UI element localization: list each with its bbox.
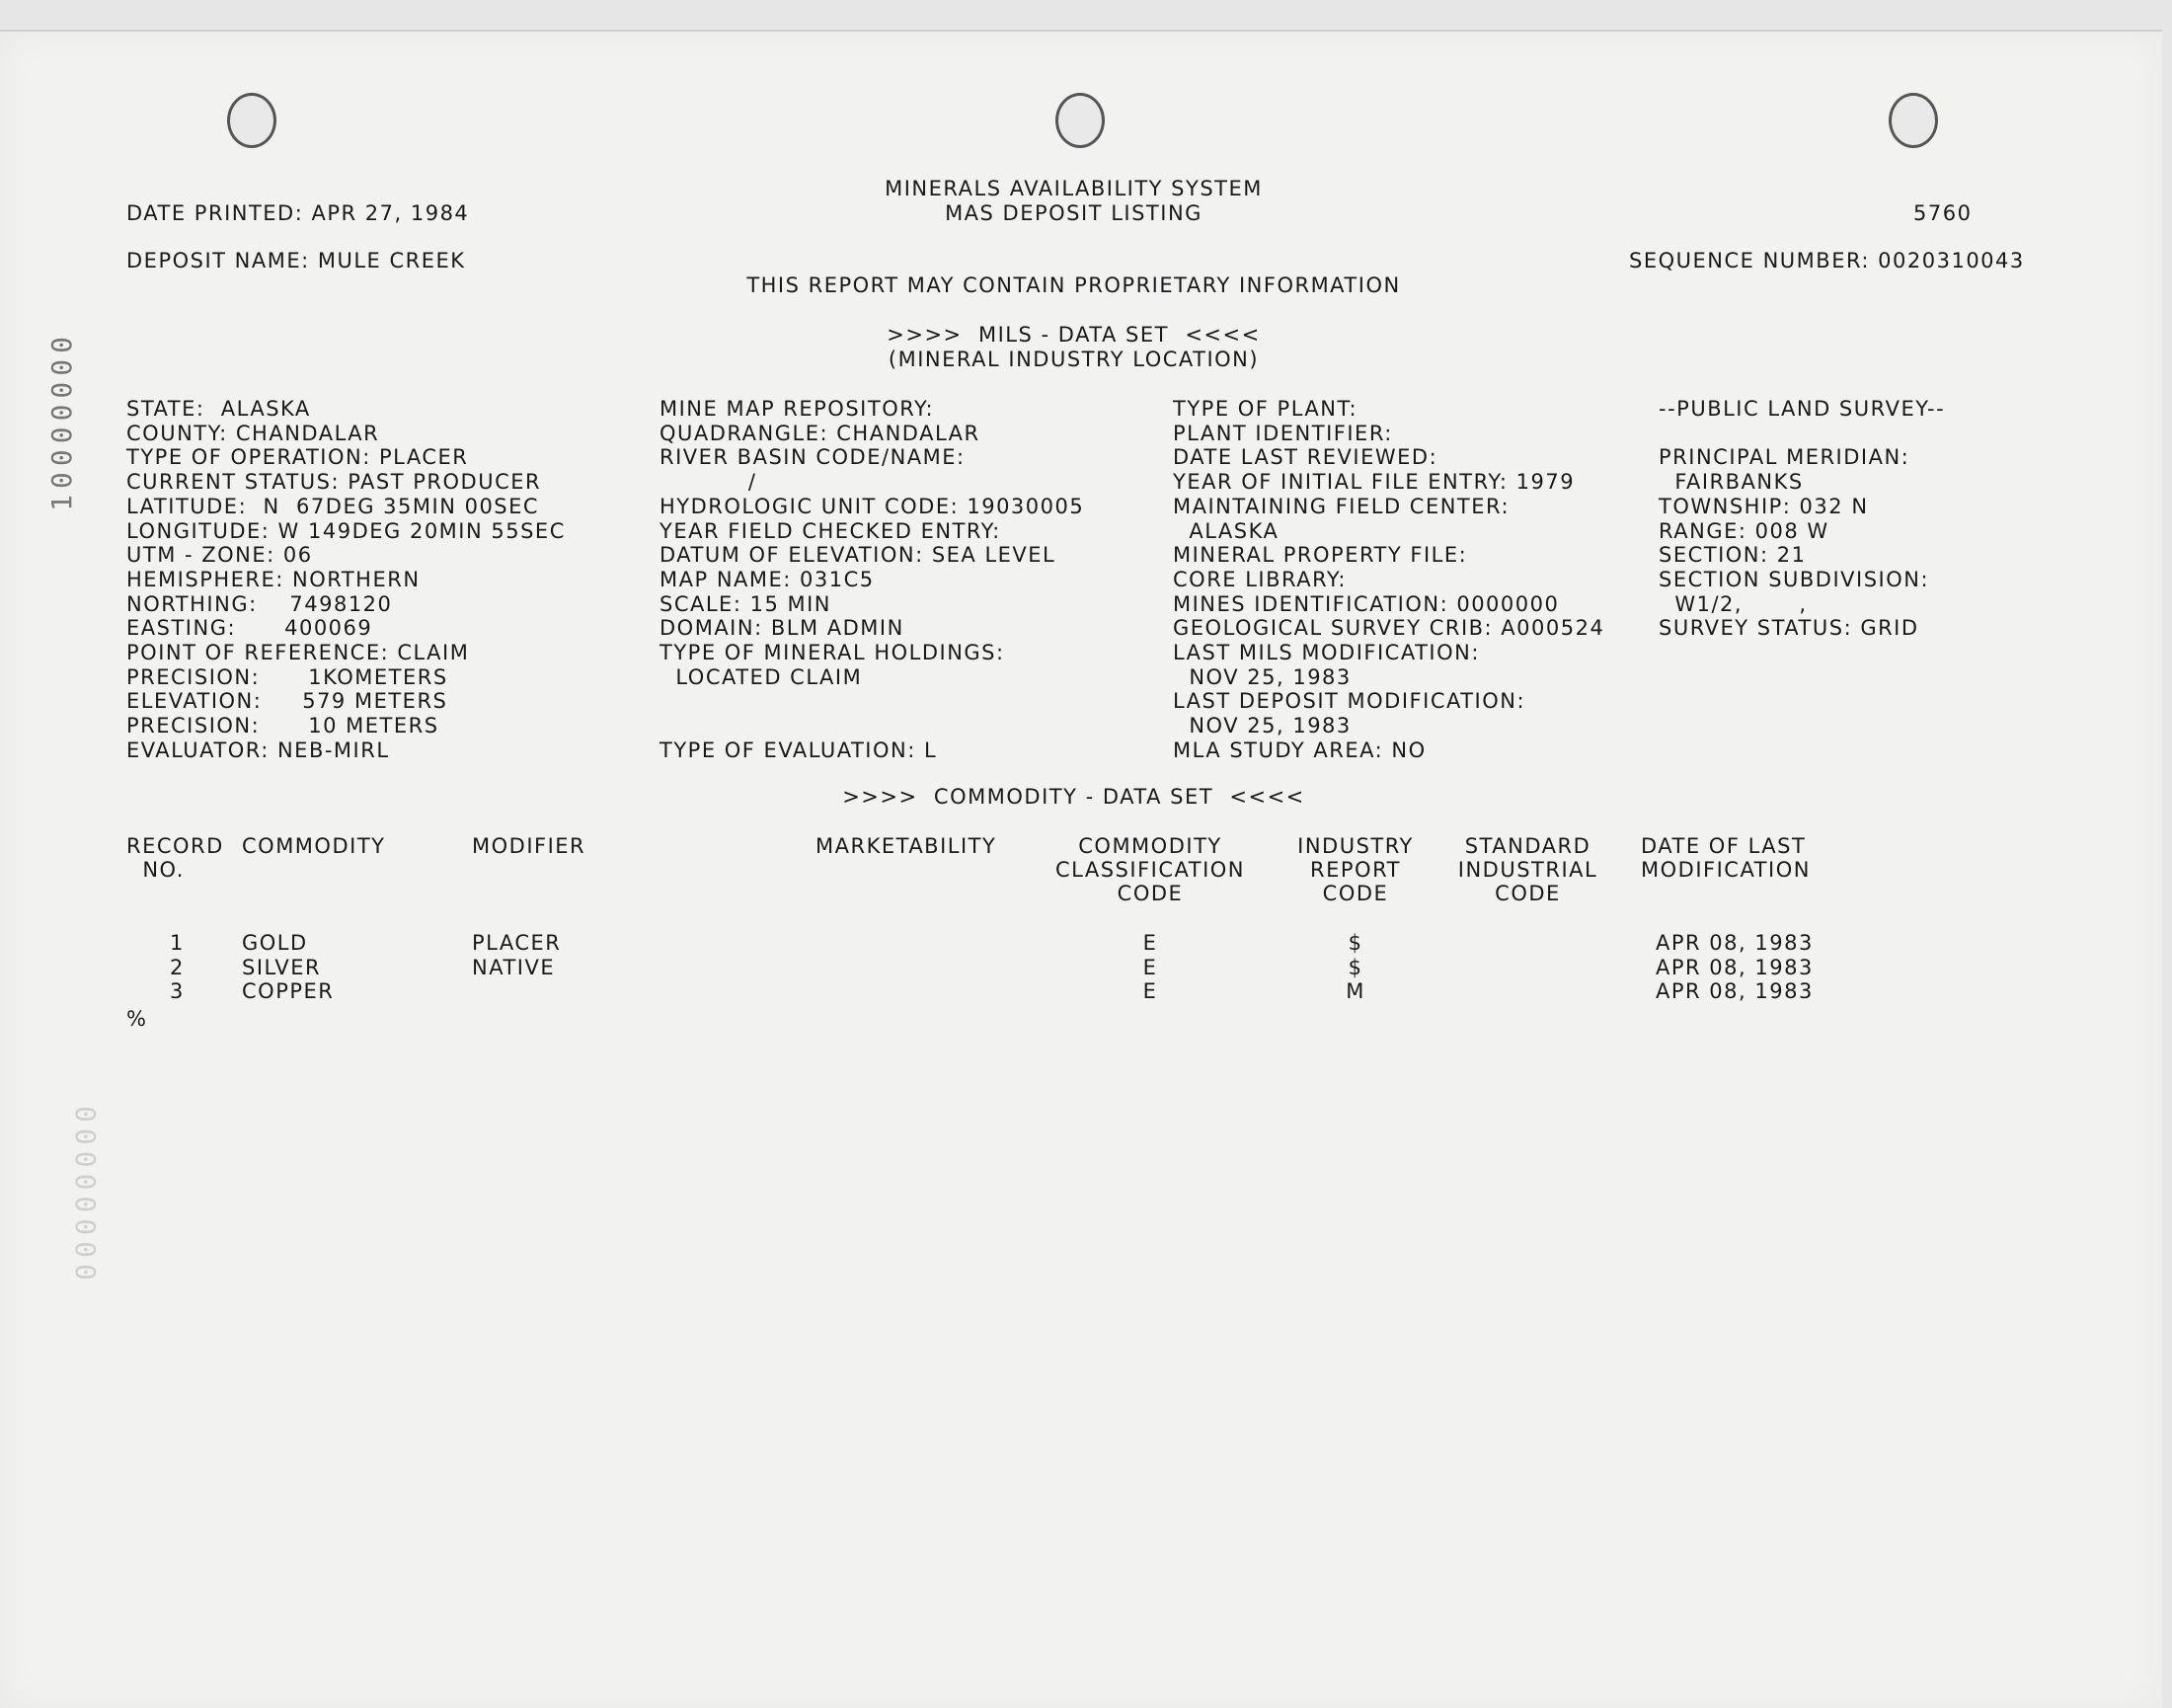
mils-field: STATE: ALASKA [126,397,311,421]
mils-field: YEAR OF INITIAL FILE ENTRY: 1979 [1173,470,1576,495]
cell-no: 1 [170,931,185,955]
mils-field: CURRENT STATUS: PAST PRODUCER [126,470,542,495]
header-date: DATE OF LAST MODIFICATION [1641,834,1811,882]
mils-field: ELEVATION: 579 METERS [126,689,448,714]
mils-field: PRINCIPAL MERIDIAN: [1659,445,1910,470]
cell-class: E [1142,979,1158,1004]
header-marketability: MARKETABILITY [815,834,997,858]
cell-modifier: PLACER [472,931,562,955]
mils-field: UTM - ZONE: 06 [126,543,313,568]
header-modifier: MODIFIER [472,834,586,858]
mils-field: DOMAIN: BLM ADMIN [659,616,904,641]
header-industry: INDUSTRY REPORT CODE [1297,834,1414,905]
binder-hole [1889,93,1938,148]
cell-industry: $ [1348,955,1363,979]
margin-stamp: 10000000 [45,331,78,511]
mils-field: PRECISION: 1KOMETERS [126,664,448,689]
mils-field: NOV 25, 1983 [1173,664,1352,689]
header-sic: STANDARD INDUSTRIAL CODE [1457,834,1598,905]
mils-field: MLA STUDY AREA: NO [1173,738,1427,762]
cell-commodity: COPPER [242,979,335,1004]
margin-stamp-faded: 00000000 [69,1106,102,1286]
mils-field: SCALE: 15 MIN [659,591,831,616]
mils-field: LATITUDE: N 67DEG 35MIN 00SEC [126,494,540,518]
mils-field: POINT OF REFERENCE: CLAIM [126,641,470,664]
mils-field: MAP NAME: 031C5 [659,567,875,591]
mils-field: TYPE OF EVALUATION: L [659,738,938,762]
mils-field: MINES IDENTIFICATION: 0000000 [1173,591,1560,616]
mils-field: EVALUATOR: NEB-MIRL [126,738,390,762]
header-record-no: RECORD NO. [126,834,224,882]
mils-field: DATE LAST REVIEWED: [1173,445,1438,470]
mils-field: RANGE: 008 W [1659,518,1829,543]
mils-field: --PUBLIC LAND SURVEY-- [1659,397,1946,421]
cell-no: 3 [170,979,185,1004]
cell-modifier: NATIVE [472,955,556,979]
mils-field: W1/2, , [1659,591,1808,616]
mils-field: TYPE OF OPERATION: PLACER [126,445,469,470]
mils-field: HEMISPHERE: NORTHERN [126,567,421,591]
header-classification: COMMODITY CLASSIFICATION CODE [1055,834,1245,905]
mils-field: SECTION SUBDIVISION: [1659,567,1930,591]
proprietary-notice: THIS REPORT MAY CONTAIN PROPRIETARY INFORMATION [746,273,1401,297]
sequence-number: SEQUENCE NUMBER: 0020310043 [1629,249,2025,272]
header-commodity: COMMODITY [242,834,386,858]
cell-commodity: GOLD [242,931,308,955]
listing-title: MAS DEPOSIT LISTING [945,201,1202,225]
mils-field: LONGITUDE: W 149DEG 20MIN 55SEC [126,518,566,543]
mils-field: HYDROLOGIC UNIT CODE: 19030005 [659,494,1085,518]
mils-field: EASTING: 400069 [126,616,373,641]
cell-no: 2 [170,955,185,979]
mils-field: FAIRBANKS [1659,470,1804,495]
mils-field: NOV 25, 1983 [1173,714,1352,738]
cell-class: E [1142,955,1158,979]
mils-field: ALASKA [1173,518,1280,543]
mils-field: LOCATED CLAIM [659,664,863,689]
cell-class: E [1142,931,1158,955]
cell-date: APR 08, 1983 [1656,931,1814,955]
commodity-title: >>>> COMMODITY - DATA SET <<<< [842,785,1305,809]
system-title: MINERALS AVAILABILITY SYSTEM [885,177,1263,200]
mils-field: DATUM OF ELEVATION: SEA LEVEL [659,543,1056,568]
binder-hole [1055,93,1105,148]
mils-field: CORE LIBRARY: [1173,567,1347,591]
page-number: 5760 [1913,201,1973,225]
mils-field: TYPE OF PLANT: [1173,397,1358,421]
mils-field: SURVEY STATUS: GRID [1659,616,1919,641]
mils-field: RIVER BASIN CODE/NAME: [659,445,966,470]
mils-field: QUADRANGLE: CHANDALAR [659,421,980,445]
mils-field: TYPE OF MINERAL HOLDINGS: [659,641,1005,664]
mils-field: PLANT IDENTIFIER: [1173,421,1393,445]
mils-title: >>>> MILS - DATA SET <<<< [887,323,1261,347]
mils-field: TOWNSHIP: 032 N [1659,494,1869,518]
date-printed: DATE PRINTED: APR 27, 1984 [126,201,470,225]
cell-date: APR 08, 1983 [1656,955,1814,979]
cell-commodity: SILVER [242,955,322,979]
mils-field: GEOLOGICAL SURVEY CRIB: A000524 [1173,616,1605,641]
mils-field: MINERAL PROPERTY FILE: [1173,543,1468,568]
cell-date: APR 08, 1983 [1656,979,1814,1004]
mils-field: PRECISION: 10 METERS [126,714,439,738]
mils-field: COUNTY: CHANDALAR [126,421,380,445]
end-mark: % [126,1007,148,1031]
deposit-name: DEPOSIT NAME: MULE CREEK [126,249,466,272]
cell-industry: $ [1348,931,1363,955]
mils-field: / [659,470,757,495]
mils-field: MINE MAP REPOSITORY: [659,397,935,421]
binder-hole [227,93,276,148]
mils-field: LAST DEPOSIT MODIFICATION: [1173,689,1526,714]
mils-field: SECTION: 21 [1659,543,1807,568]
mils-subtitle: (MINERAL INDUSTRY LOCATION) [888,348,1260,371]
mils-field: YEAR FIELD CHECKED ENTRY: [659,518,1001,543]
mils-field: MAINTAINING FIELD CENTER: [1173,494,1511,518]
mils-field: LAST MILS MODIFICATION: [1173,641,1480,664]
cell-industry: M [1346,979,1365,1004]
mils-field: NORTHING: 7498120 [126,591,393,616]
